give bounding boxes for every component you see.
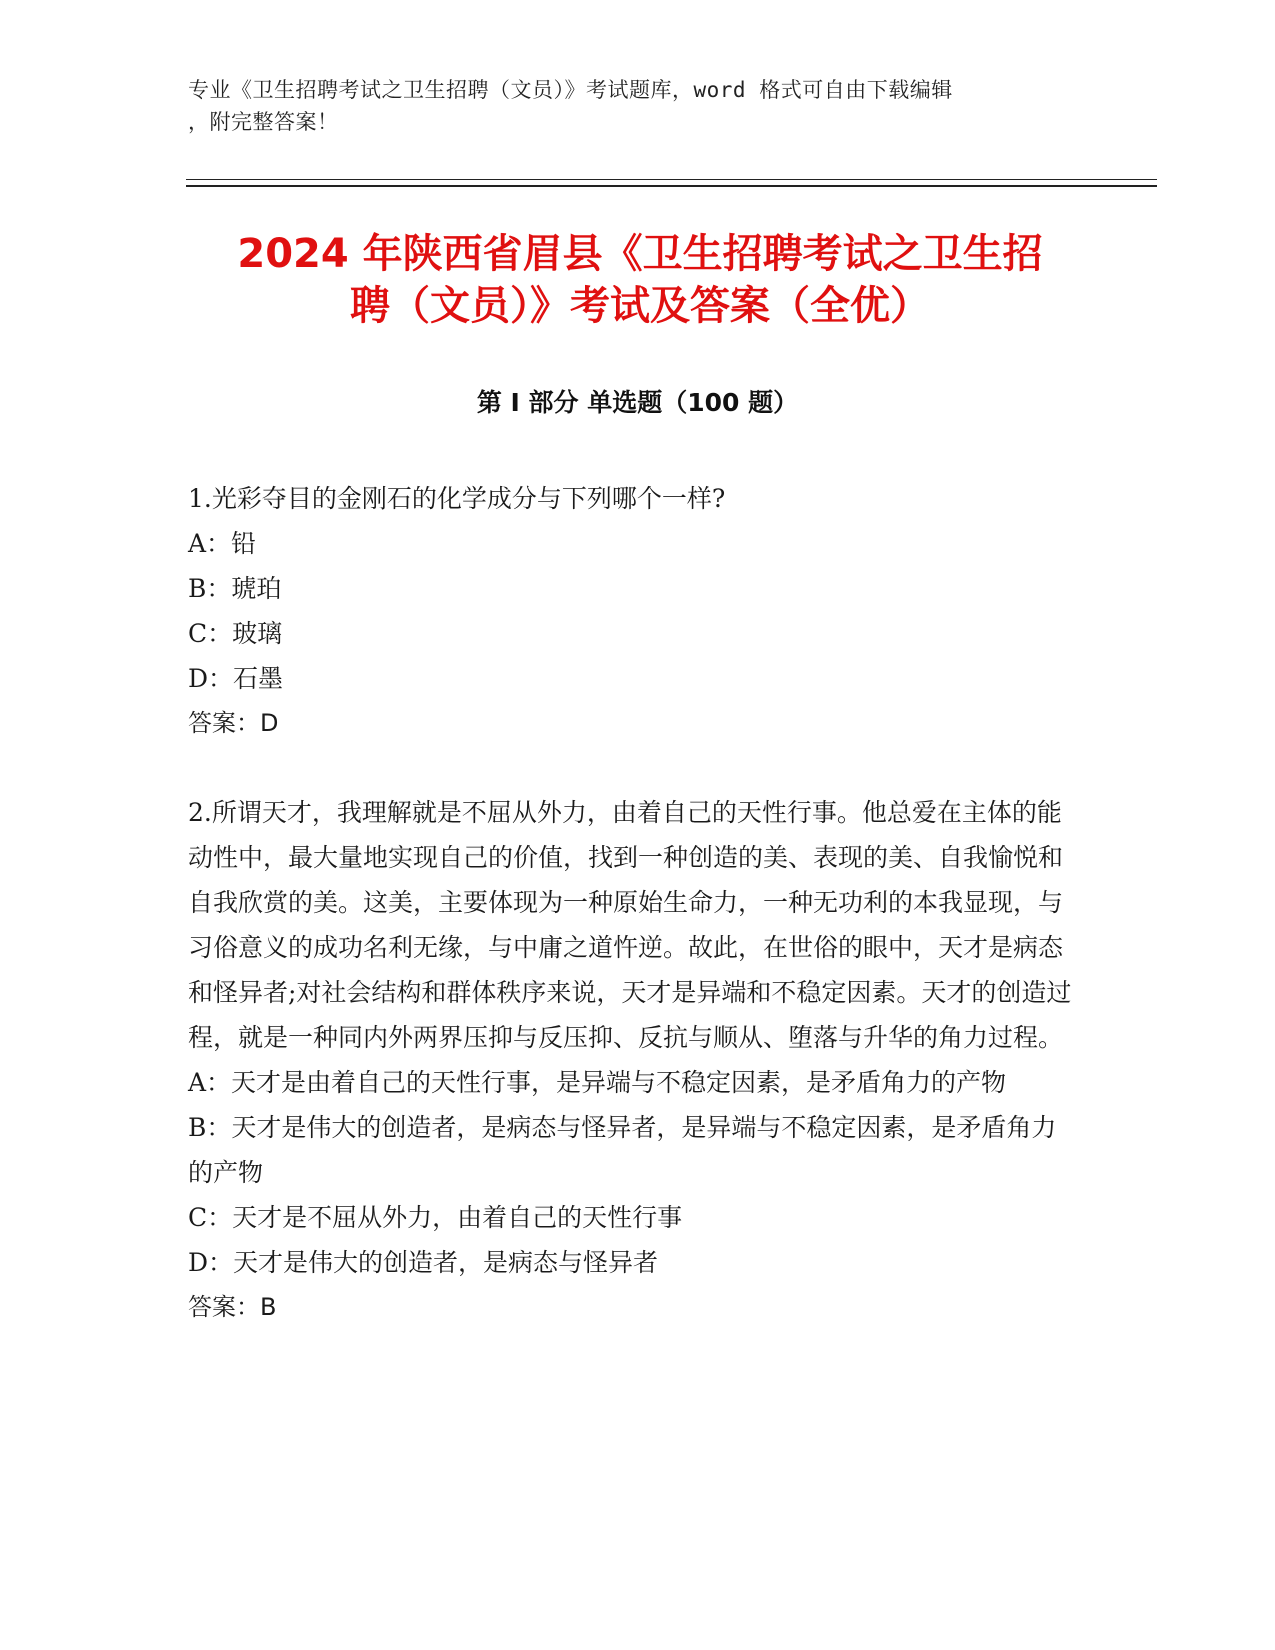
option-c: C：玻璃 [188, 619, 283, 648]
option-a: A：天才是由着自己的天性行事，是异端与不稳定因素，是矛盾角力的产物 [188, 1068, 1007, 1097]
header-divider-thick [186, 185, 1157, 187]
header-line-1: 专业《卫生招聘考试之卫生招聘（文员）》考试题库，word 格式可自由下载编辑 [188, 78, 953, 102]
question-list [188, 476, 1078, 1374]
question-1 [188, 476, 1078, 746]
document-title [160, 228, 1120, 332]
option-b: B：琥珀 [188, 574, 282, 603]
title-line-2: 聘（文员）》考试及答案（全优） [350, 283, 930, 329]
title-line-1: 2024 年陕西省眉县《卫生招聘考试之卫生招 [237, 231, 1043, 277]
question-stem: 2.所谓天才，我理解就是不屈从外力，由着自己的天性行事。他总爱在主体的能动性中，最大量地实现自己的价值，找到一种创造的美、表现的美、自我愉悦和自我欣赏的美。这美，主要体现为一种原始生命力，一种无功利的本我显现，与习俗意义的成功名利无缘，与中庸之道忤逆。故此，在世俗的眼中，天才是病态和怪异者;对社会结构和群体秩序来说，天才是异端和不稳定因素。天才的创造过程，就是一种同内外两界压抑与反压抑、反抗与顺从、堕落与升华的角力过程。 [188, 798, 1072, 1052]
question-2 [188, 790, 1078, 1330]
question-stem: 1.光彩夺目的金刚石的化学成分与下列哪个一样? [188, 484, 726, 513]
answer: 答案：B [188, 1293, 277, 1321]
option-d: D：天才是伟大的创造者，是病态与怪异者 [188, 1248, 659, 1277]
answer: 答案：D [188, 709, 279, 737]
page-header [188, 74, 1068, 138]
header-divider-thin [186, 179, 1157, 180]
option-b: B：天才是伟大的创造者，是病态与怪异者，是异端与不稳定因素，是矛盾角力的产物 [188, 1113, 1057, 1187]
section-title: 第 I 部分 单选题（100 题） [476, 388, 799, 417]
header-line-2: ，附完整答案！ [188, 110, 339, 134]
option-c: C：天才是不屈从外力，由着自己的天性行事 [188, 1203, 683, 1232]
option-d: D：石墨 [188, 664, 284, 693]
option-a: A：铅 [188, 529, 257, 558]
